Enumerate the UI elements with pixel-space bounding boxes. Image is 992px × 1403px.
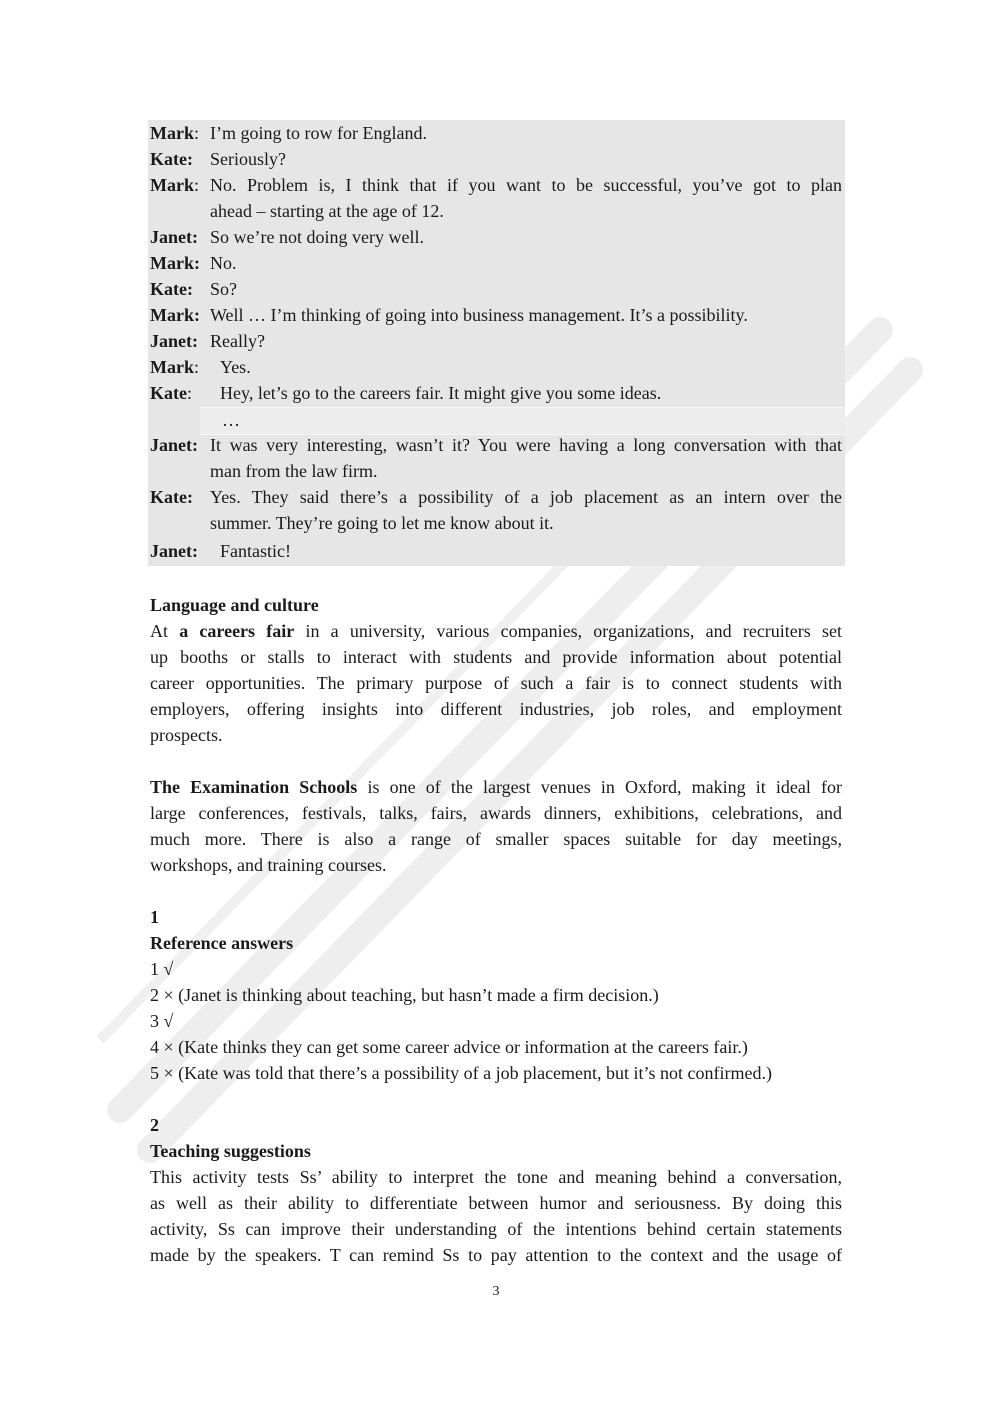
page-number: 3 (492, 1284, 500, 1299)
utterance: So? (210, 279, 237, 299)
answer-item: 4 × (Kate thinks they can get some career advice or information at the careers fair.) (150, 1037, 748, 1057)
speaker-label: Janet: (150, 227, 198, 247)
dialogue-break-row (200, 407, 845, 435)
speaker-label: Mark: (150, 253, 200, 273)
section-number: 1 (150, 907, 159, 927)
speaker-label: Janet: (150, 541, 198, 561)
paragraph-line: This activity tests Ss’ ability to interpret the tone and meaning behind a conversation, (150, 1167, 842, 1187)
speaker-label: Kate: (150, 383, 192, 403)
paragraph-line: The Examination Schools is one of the largest venues in Oxford, making it ideal for (150, 777, 842, 797)
paragraph-line: activity, Ss can improve their understanding of the intentions behind certain statements (150, 1219, 842, 1239)
paragraph-line: large conferences, festivals, talks, fairs, awards dinners, exhibitions, celebrations, and (150, 803, 842, 823)
paragraph-line: employers, offering insights into different industries, job roles, and employment (150, 699, 842, 719)
utterance: Really? (210, 331, 265, 351)
answer-item: 2 × (Janet is thinking about teaching, but hasn’t made a firm decision.) (150, 985, 659, 1005)
speaker-label: Mark: (150, 357, 200, 377)
speaker-label: Janet: (150, 331, 198, 351)
speaker-label: Kate: (150, 149, 193, 169)
paragraph-line: much more. There is also a range of smaller spaces suitable for day meetings, (150, 829, 842, 849)
utterance: It was very interesting, wasn’t it? You were having a long conversation with that (210, 435, 842, 455)
speaker-label: Kate: (150, 487, 193, 507)
paragraph-line: workshops, and training courses. (150, 855, 387, 875)
answer-item: 1 √ (150, 959, 174, 979)
paragraph-line: At a careers fair in a university, various companies, organizations, and recruiters set (150, 621, 842, 641)
speaker-label: Mark: (150, 123, 200, 143)
paragraph-careers-fair (150, 618, 842, 748)
section-number: 2 (150, 1115, 159, 1135)
utterance: I’m going to row for England. (210, 123, 427, 143)
utterance: summer. They’re going to let me know about it. (210, 513, 554, 533)
utterance: man from the law firm. (210, 461, 378, 481)
paragraph-line: up booths or stalls to interact with students and provide information about potential (150, 647, 842, 667)
speaker-label: Kate: (150, 279, 193, 299)
paragraph-line: made by the speakers. T can remind Ss to pay attention to the context and the usage of (150, 1245, 842, 1265)
paragraph-examination-schools (150, 774, 842, 878)
utterance: Well … I’m thinking of going into business management. It’s a possibility. (210, 305, 748, 325)
utterance: Yes. (220, 357, 251, 377)
answer-item: 5 × (Kate was told that there’s a possibility of a job placement, but it’s not confirmed.) (150, 1063, 773, 1083)
paragraph-teaching-suggestions (150, 1164, 842, 1268)
section-heading: Reference answers (150, 933, 294, 953)
paragraph-line: as well as their ability to differentiate between humor and seriousness. By doing this (150, 1193, 842, 1213)
answer-item: 3 √ (150, 1011, 174, 1031)
ellipsis: … (222, 410, 240, 430)
utterance: Fantastic! (220, 541, 291, 561)
paragraph-line: prospects. (150, 725, 223, 745)
utterance: No. (210, 253, 237, 273)
section-heading: Teaching suggestions (150, 1141, 311, 1161)
paragraph-line: career opportunities. The primary purpose of such a fair is to connect students with (150, 673, 842, 693)
speaker-label: Janet: (150, 435, 198, 455)
section-heading: Language and culture (150, 595, 319, 615)
speaker-label: Mark: (150, 175, 200, 195)
utterance: Hey, let’s go to the careers fair. It might give you some ideas. (220, 383, 662, 403)
utterance: Seriously? (210, 149, 286, 169)
speaker-label: Mark: (150, 305, 200, 325)
utterance: Yes. They said there’s a possibility of a job placement as an intern over the (210, 487, 842, 507)
utterance: ahead – starting at the age of 12. (210, 201, 444, 221)
utterance: No. Problem is, I think that if you want to be successful, you’ve got to plan (210, 175, 842, 195)
utterance: So we’re not doing very well. (210, 227, 424, 247)
